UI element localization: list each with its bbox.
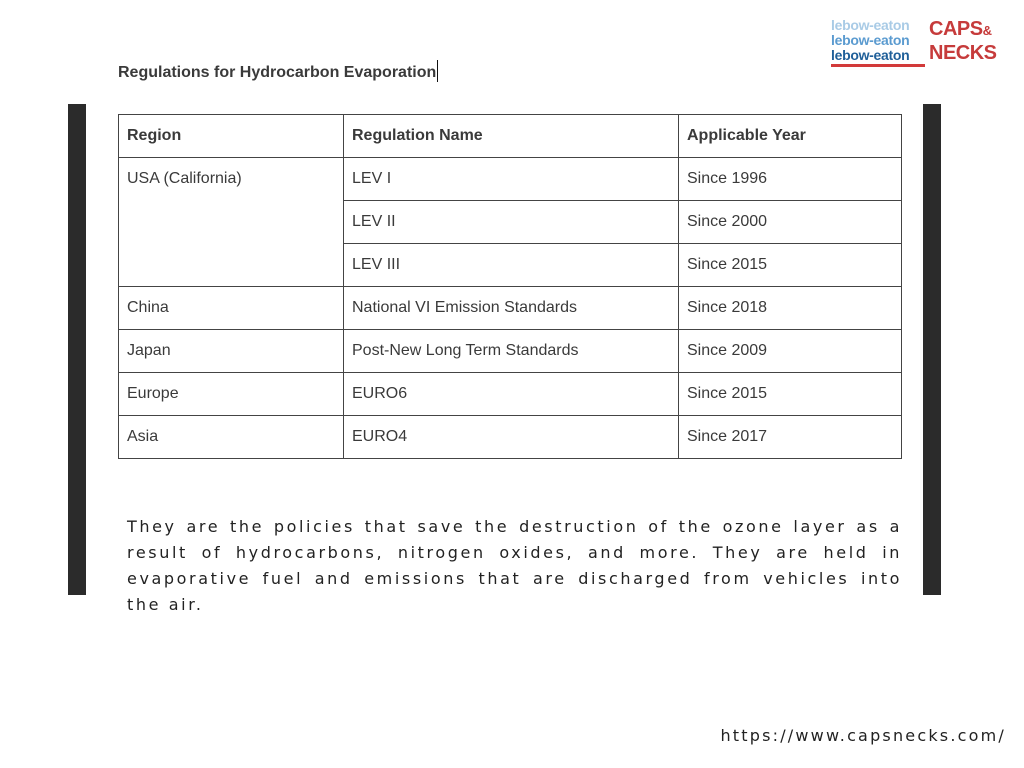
description-paragraph: They are the policies that save the destruction of the ozone layer as a result of hydrocarbons, nitrogen oxides, and more. They are held in evaporative fuel and emissions that are discharged from vehicles into the air.	[127, 517, 902, 614]
logo-stacked-wordmark	[831, 18, 925, 67]
column-header-applicable-year: Applicable Year	[679, 115, 902, 158]
logo-caps-necks	[929, 18, 997, 64]
table-header-row	[119, 115, 902, 158]
cell-region: Japan	[119, 330, 344, 373]
cell-region: China	[119, 287, 344, 330]
document-title	[118, 60, 438, 82]
cell-regulation-name: EURO4	[344, 416, 679, 459]
left-dark-bar	[68, 104, 86, 595]
cell-regulation-name: LEV III	[344, 244, 679, 287]
cell-region: USA (California)	[119, 158, 344, 287]
footer-url[interactable]: https://www.capsnecks.com/	[720, 726, 1006, 745]
logo-line: lebow-eaton	[831, 48, 925, 67]
cell-applicable-year: Since 2018	[679, 287, 902, 330]
column-header-region: Region	[119, 115, 344, 158]
cell-applicable-year: Since 2015	[679, 244, 902, 287]
cell-regulation-name: LEV II	[344, 201, 679, 244]
table-row	[119, 158, 902, 201]
company-logo	[831, 17, 997, 72]
logo-word-caps: CAPS	[929, 18, 983, 40]
logo-line: lebow-eaton	[831, 17, 910, 33]
cell-regulation-name: Post-New Long Term Standards	[344, 330, 679, 373]
cell-applicable-year: Since 1996	[679, 158, 902, 201]
logo-word-amp: &	[982, 23, 992, 38]
text-cursor	[437, 60, 438, 82]
right-dark-bar	[923, 104, 941, 595]
cell-applicable-year: Since 2017	[679, 416, 902, 459]
document-title-text: Regulations for Hydrocarbon Evaporation	[118, 64, 437, 81]
cell-regulation-name: National VI Emission Standards	[344, 287, 679, 330]
regulations-table	[118, 114, 902, 459]
table-row	[119, 287, 902, 330]
cell-region: Europe	[119, 373, 344, 416]
table-row	[119, 373, 902, 416]
cell-applicable-year: Since 2009	[679, 330, 902, 373]
logo-line: lebow-eaton	[831, 32, 910, 48]
table-row	[119, 330, 902, 373]
cell-applicable-year: Since 2015	[679, 373, 902, 416]
table-row	[119, 416, 902, 459]
cell-applicable-year: Since 2000	[679, 201, 902, 244]
logo-word-necks: NECKS	[929, 42, 997, 64]
column-header-regulation-name: Regulation Name	[344, 115, 679, 158]
cell-regulation-name: LEV I	[344, 158, 679, 201]
cell-region: Asia	[119, 416, 344, 459]
cell-regulation-name: EURO6	[344, 373, 679, 416]
